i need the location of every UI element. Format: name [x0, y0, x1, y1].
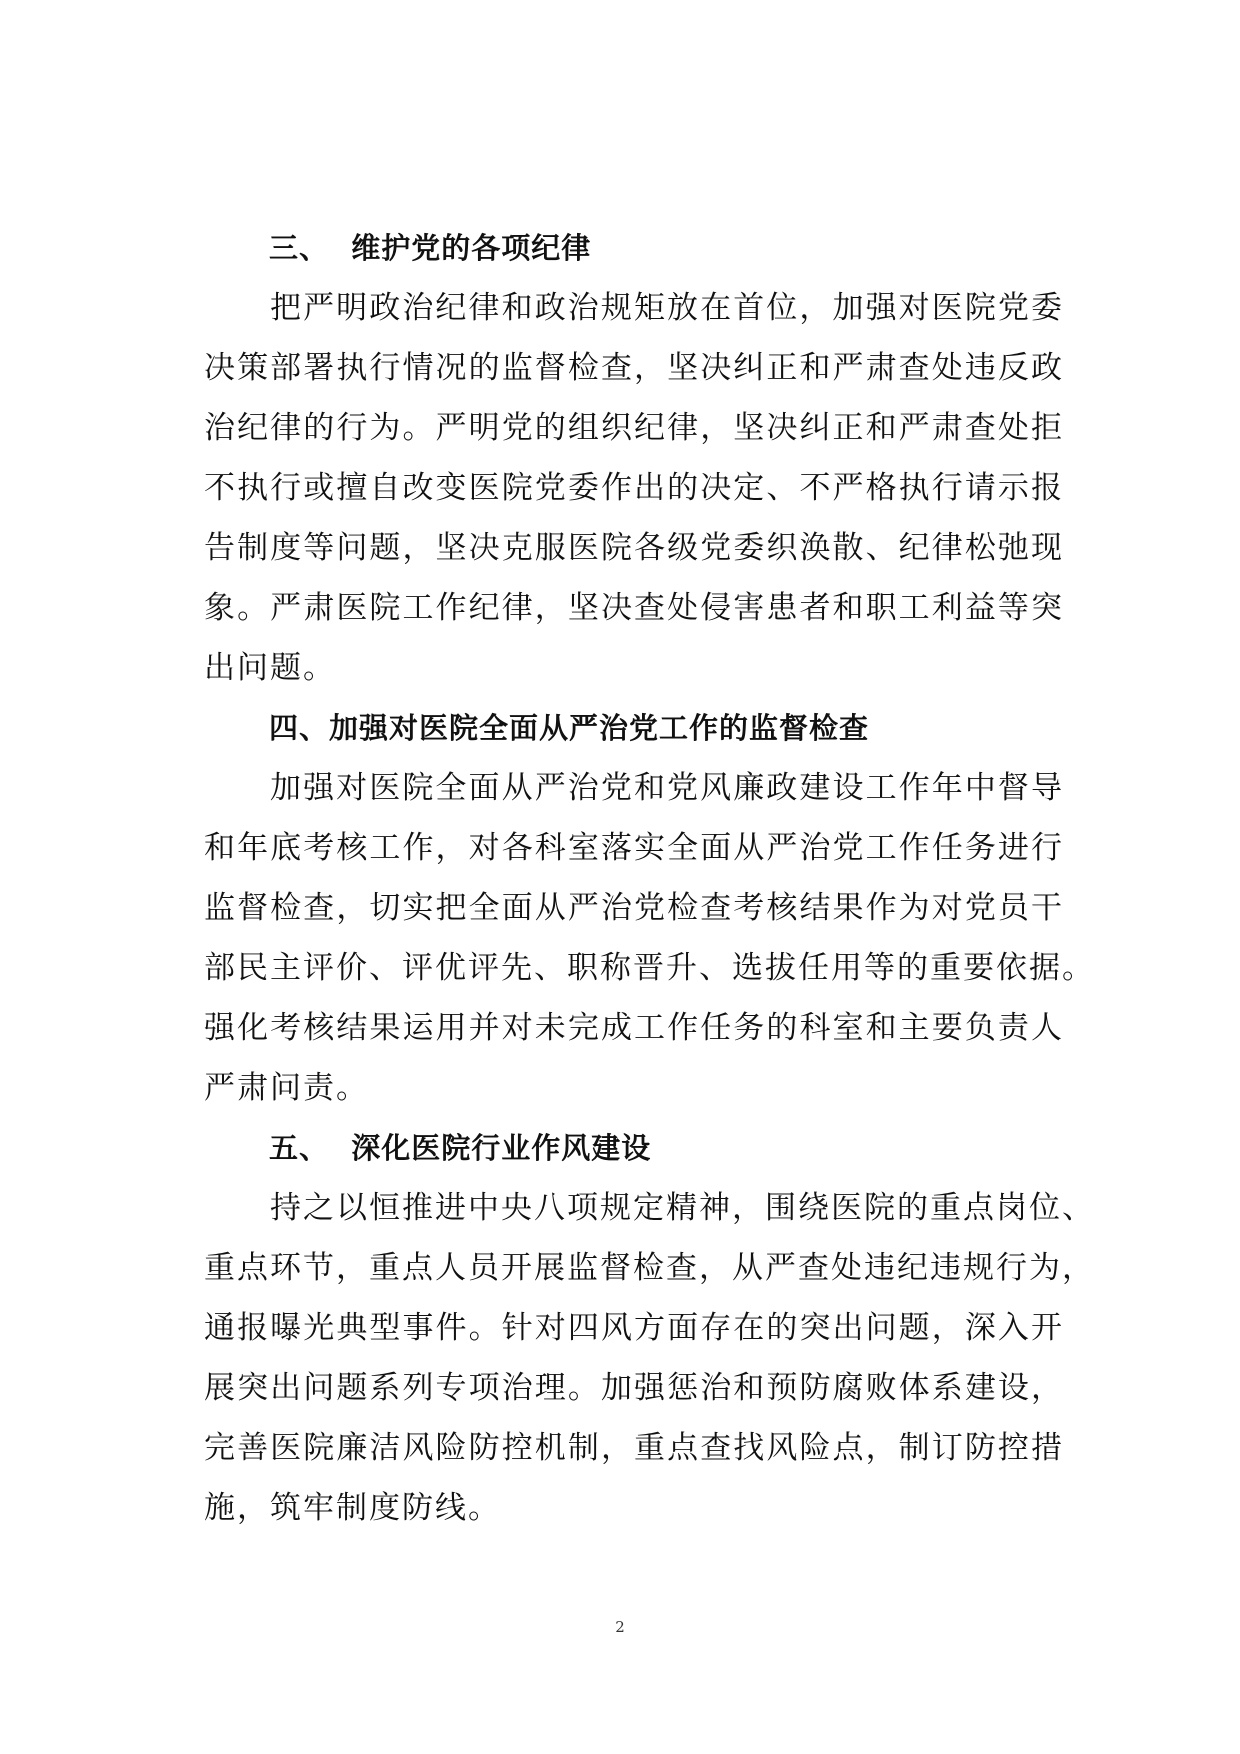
- section-heading: 五、 深化医院行业作风建设: [269, 1131, 652, 1165]
- paragraph-line: 施，筑牢制度防线。: [204, 1490, 501, 1526]
- paragraph-line: 出问题。: [204, 650, 336, 686]
- page-number: 2: [615, 1618, 625, 1636]
- paragraph-line: 强化考核结果运用并对未完成工作任务的科室和主要负责人: [204, 1010, 1064, 1046]
- section-paragraph: [204, 758, 1095, 1118]
- paragraph-line: 不执行或擅自改变医院党委作出的决定、不严格执行请示报: [204, 470, 1064, 506]
- section-paragraph: [204, 1178, 1095, 1538]
- paragraph-line: 严肃问责。: [204, 1070, 369, 1106]
- section-heading: 三、 维护党的各项纪律: [269, 231, 592, 265]
- paragraph-line: 治纪律的行为。严明党的组织纪律，坚决纠正和严肃查处拒: [204, 410, 1064, 446]
- paragraph-line: 把严明政治纪律和政治规矩放在首位，加强对医院党委: [270, 290, 1064, 326]
- paragraph-line: 展突出问题系列专项治理。加强惩治和预防腐败体系建设，: [204, 1370, 1064, 1406]
- paragraph-line: 完善医院廉洁风险防控机制，重点查找风险点，制订防控措: [204, 1430, 1064, 1466]
- paragraph-line: 监督检查，切实把全面从严治党检查考核结果作为对党员干: [204, 890, 1064, 926]
- section-paragraph: [204, 278, 1064, 698]
- paragraph-line: 告制度等问题，坚决克服医院各级党委织涣散、纪律松弛现: [204, 530, 1064, 566]
- paragraph-line: 决策部署执行情况的监督检查，坚决纠正和严肃查处违反政: [204, 350, 1064, 386]
- paragraph-line: 部民主评价、评优评先、职称晋升、选拔任用等的重要依据。: [204, 950, 1095, 986]
- document-body: [204, 218, 1095, 1538]
- paragraph-line: 象。严肃医院工作纪律，坚决查处侵害患者和职工利益等突: [204, 590, 1064, 626]
- paragraph-line: 持之以恒推进中央八项规定精神，围绕医院的重点岗位、: [270, 1190, 1095, 1226]
- paragraph-line: 重点环节，重点人员开展监督检查，从严查处违纪违规行为，: [204, 1250, 1095, 1286]
- paragraph-line: 加强对医院全面从严治党和党风廉政建设工作年中督导: [270, 770, 1064, 806]
- section-heading: 四、加强对医院全面从严治党工作的监督检查: [269, 711, 870, 745]
- paragraph-line: 通报曝光典型事件。针对四风方面存在的突出问题，深入开: [204, 1310, 1064, 1346]
- paragraph-line: 和年底考核工作，对各科室落实全面从严治党工作任务进行: [204, 830, 1064, 866]
